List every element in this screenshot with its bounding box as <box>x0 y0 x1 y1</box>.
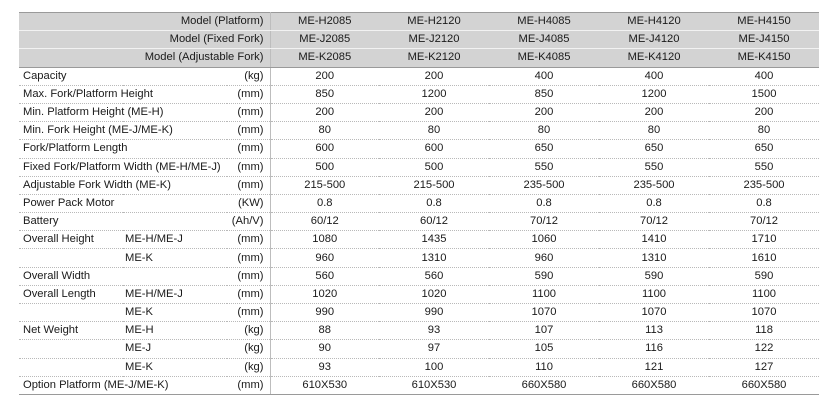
table-row <box>19 158 819 176</box>
value-cell: 1020 <box>379 285 489 303</box>
unit-cell: (kg) <box>227 340 270 358</box>
table-row <box>19 194 819 212</box>
value-cell: 80 <box>599 122 709 140</box>
spec-sublabel: ME-H/ME-J <box>123 231 227 249</box>
spec-label: Overall Length <box>19 285 123 303</box>
value-cell: 1410 <box>599 231 709 249</box>
spec-label <box>19 249 123 267</box>
value-cell: 200 <box>489 103 599 121</box>
value-cell: 650 <box>599 140 709 158</box>
value-cell: 0.8 <box>379 194 489 212</box>
value-cell: 500 <box>379 158 489 176</box>
value-cell: 660X580 <box>709 376 819 394</box>
value-cell: 110 <box>489 358 599 376</box>
header-row <box>19 49 819 67</box>
value-cell: 107 <box>489 322 599 340</box>
spec-label: Min. Fork Height (ME-J/ME-K) <box>19 122 227 140</box>
unit-cell: (mm) <box>227 85 270 103</box>
value-cell: 80 <box>270 122 379 140</box>
table-row <box>19 122 819 140</box>
unit-cell: (mm) <box>227 140 270 158</box>
spec-sublabel: ME-K <box>123 304 227 322</box>
table-row <box>19 358 819 376</box>
value-cell: 850 <box>489 85 599 103</box>
value-cell: 105 <box>489 340 599 358</box>
table-row <box>19 376 819 394</box>
value-cell: 650 <box>709 140 819 158</box>
value-cell: 960 <box>270 249 379 267</box>
unit-cell: (mm) <box>227 176 270 194</box>
spec-sublabel: ME-K <box>123 249 227 267</box>
model-cell: ME-K2085 <box>270 49 379 67</box>
value-cell: 235-500 <box>599 176 709 194</box>
unit-cell: (mm) <box>227 158 270 176</box>
value-cell: 560 <box>379 267 489 285</box>
table-row <box>19 67 819 85</box>
value-cell: 127 <box>709 358 819 376</box>
value-cell: 1070 <box>709 304 819 322</box>
value-cell: 590 <box>599 267 709 285</box>
value-cell: 1020 <box>270 285 379 303</box>
spec-label: Overall Width <box>19 267 227 285</box>
spec-label: Option Platform (ME-J/ME-K) <box>19 376 227 394</box>
value-cell: 1310 <box>379 249 489 267</box>
value-cell: 93 <box>270 358 379 376</box>
spec-label: Fork/Platform Length <box>19 140 227 158</box>
value-cell: 400 <box>489 67 599 85</box>
unit-cell: (kg) <box>227 322 270 340</box>
value-cell: 660X580 <box>489 376 599 394</box>
value-cell: 610X530 <box>379 376 489 394</box>
value-cell: 1500 <box>709 85 819 103</box>
value-cell: 550 <box>489 158 599 176</box>
unit-cell: (mm) <box>227 103 270 121</box>
value-cell: 0.8 <box>489 194 599 212</box>
unit-cell: (kg) <box>227 358 270 376</box>
value-cell: 1310 <box>599 249 709 267</box>
value-cell: 80 <box>489 122 599 140</box>
model-cell: ME-H4120 <box>599 13 709 31</box>
value-cell: 590 <box>489 267 599 285</box>
value-cell: 200 <box>270 103 379 121</box>
value-cell: 60/12 <box>270 213 379 231</box>
model-cell: ME-J4120 <box>599 31 709 49</box>
value-cell: 80 <box>379 122 489 140</box>
value-cell: 80 <box>709 122 819 140</box>
value-cell: 200 <box>270 67 379 85</box>
spec-label: Adjustable Fork Width (ME-K) <box>19 176 227 194</box>
value-cell: 1100 <box>709 285 819 303</box>
value-cell: 500 <box>270 158 379 176</box>
unit-cell: (mm) <box>227 249 270 267</box>
spec-label: Min. Platform Height (ME-H) <box>19 103 227 121</box>
model-cell: ME-H4085 <box>489 13 599 31</box>
table-row <box>19 231 819 249</box>
table-row <box>19 285 819 303</box>
value-cell: 1060 <box>489 231 599 249</box>
value-cell: 990 <box>379 304 489 322</box>
unit-cell: (mm) <box>227 122 270 140</box>
spec-label <box>19 358 123 376</box>
spec-sublabel: ME-K <box>123 358 227 376</box>
header-label: Model (Fixed Fork) <box>19 31 270 49</box>
model-cell: ME-J4085 <box>489 31 599 49</box>
model-cell: ME-H2120 <box>379 13 489 31</box>
value-cell: 70/12 <box>709 213 819 231</box>
unit-cell: (kg) <box>227 67 270 85</box>
spec-sublabel: ME-J <box>123 340 227 358</box>
value-cell: 400 <box>709 67 819 85</box>
value-cell: 1435 <box>379 231 489 249</box>
value-cell: 660X580 <box>599 376 709 394</box>
model-cell: ME-H4150 <box>709 13 819 31</box>
value-cell: 1070 <box>599 304 709 322</box>
value-cell: 1100 <box>489 285 599 303</box>
spec-label: Overall Height <box>19 231 123 249</box>
model-cell: ME-H2085 <box>270 13 379 31</box>
model-cell: ME-J4150 <box>709 31 819 49</box>
value-cell: 60/12 <box>379 213 489 231</box>
spec-table-body <box>19 13 819 395</box>
table-row <box>19 340 819 358</box>
spec-sublabel: ME-H/ME-J <box>123 285 227 303</box>
value-cell: 1080 <box>270 231 379 249</box>
value-cell: 88 <box>270 322 379 340</box>
header-label: Model (Platform) <box>19 13 270 31</box>
value-cell: 235-500 <box>709 176 819 194</box>
value-cell: 960 <box>489 249 599 267</box>
value-cell: 235-500 <box>489 176 599 194</box>
model-cell: ME-K4085 <box>489 49 599 67</box>
value-cell: 610X530 <box>270 376 379 394</box>
value-cell: 0.8 <box>270 194 379 212</box>
table-row <box>19 304 819 322</box>
value-cell: 650 <box>489 140 599 158</box>
unit-cell: (mm) <box>227 285 270 303</box>
header-label: Model (Adjustable Fork) <box>19 49 270 67</box>
value-cell: 850 <box>270 85 379 103</box>
value-cell: 113 <box>599 322 709 340</box>
table-row <box>19 176 819 194</box>
value-cell: 116 <box>599 340 709 358</box>
table-row <box>19 322 819 340</box>
value-cell: 600 <box>270 140 379 158</box>
value-cell: 97 <box>379 340 489 358</box>
value-cell: 70/12 <box>489 213 599 231</box>
value-cell: 1200 <box>379 85 489 103</box>
value-cell: 100 <box>379 358 489 376</box>
value-cell: 90 <box>270 340 379 358</box>
value-cell: 200 <box>709 103 819 121</box>
header-row <box>19 31 819 49</box>
value-cell: 200 <box>379 103 489 121</box>
value-cell: 93 <box>379 322 489 340</box>
model-cell: ME-K2120 <box>379 49 489 67</box>
unit-cell: (mm) <box>227 376 270 394</box>
value-cell: 1100 <box>599 285 709 303</box>
unit-cell: (KW) <box>227 194 270 212</box>
spec-label: Net Weight <box>19 322 123 340</box>
model-cell: ME-J2085 <box>270 31 379 49</box>
value-cell: 550 <box>709 158 819 176</box>
value-cell: 990 <box>270 304 379 322</box>
spec-sublabel: ME-H <box>123 322 227 340</box>
spec-table <box>19 12 819 395</box>
value-cell: 200 <box>379 67 489 85</box>
value-cell: 590 <box>709 267 819 285</box>
table-row <box>19 267 819 285</box>
value-cell: 200 <box>599 103 709 121</box>
value-cell: 122 <box>709 340 819 358</box>
spec-label: Fixed Fork/Platform Width (ME-H/ME-J) <box>19 158 227 176</box>
table-row <box>19 249 819 267</box>
value-cell: 600 <box>379 140 489 158</box>
value-cell: 1710 <box>709 231 819 249</box>
spec-label <box>19 304 123 322</box>
spec-label <box>19 340 123 358</box>
value-cell: 215-500 <box>379 176 489 194</box>
value-cell: 550 <box>599 158 709 176</box>
unit-cell: (mm) <box>227 231 270 249</box>
table-row <box>19 103 819 121</box>
header-row <box>19 13 819 31</box>
model-cell: ME-J2120 <box>379 31 489 49</box>
spec-label: Battery <box>19 213 227 231</box>
spec-label: Power Pack Motor <box>19 194 227 212</box>
unit-cell: (mm) <box>227 267 270 285</box>
unit-cell: (mm) <box>227 304 270 322</box>
model-cell: ME-K4120 <box>599 49 709 67</box>
model-cell: ME-K4150 <box>709 49 819 67</box>
value-cell: 70/12 <box>599 213 709 231</box>
value-cell: 400 <box>599 67 709 85</box>
value-cell: 118 <box>709 322 819 340</box>
spec-label: Capacity <box>19 67 227 85</box>
value-cell: 1200 <box>599 85 709 103</box>
table-row <box>19 140 819 158</box>
value-cell: 560 <box>270 267 379 285</box>
value-cell: 121 <box>599 358 709 376</box>
value-cell: 1610 <box>709 249 819 267</box>
unit-cell: (Ah/V) <box>227 213 270 231</box>
value-cell: 0.8 <box>599 194 709 212</box>
value-cell: 0.8 <box>709 194 819 212</box>
value-cell: 1070 <box>489 304 599 322</box>
table-row <box>19 85 819 103</box>
table-row <box>19 213 819 231</box>
spec-label: Max. Fork/Platform Height <box>19 85 227 103</box>
value-cell: 215-500 <box>270 176 379 194</box>
